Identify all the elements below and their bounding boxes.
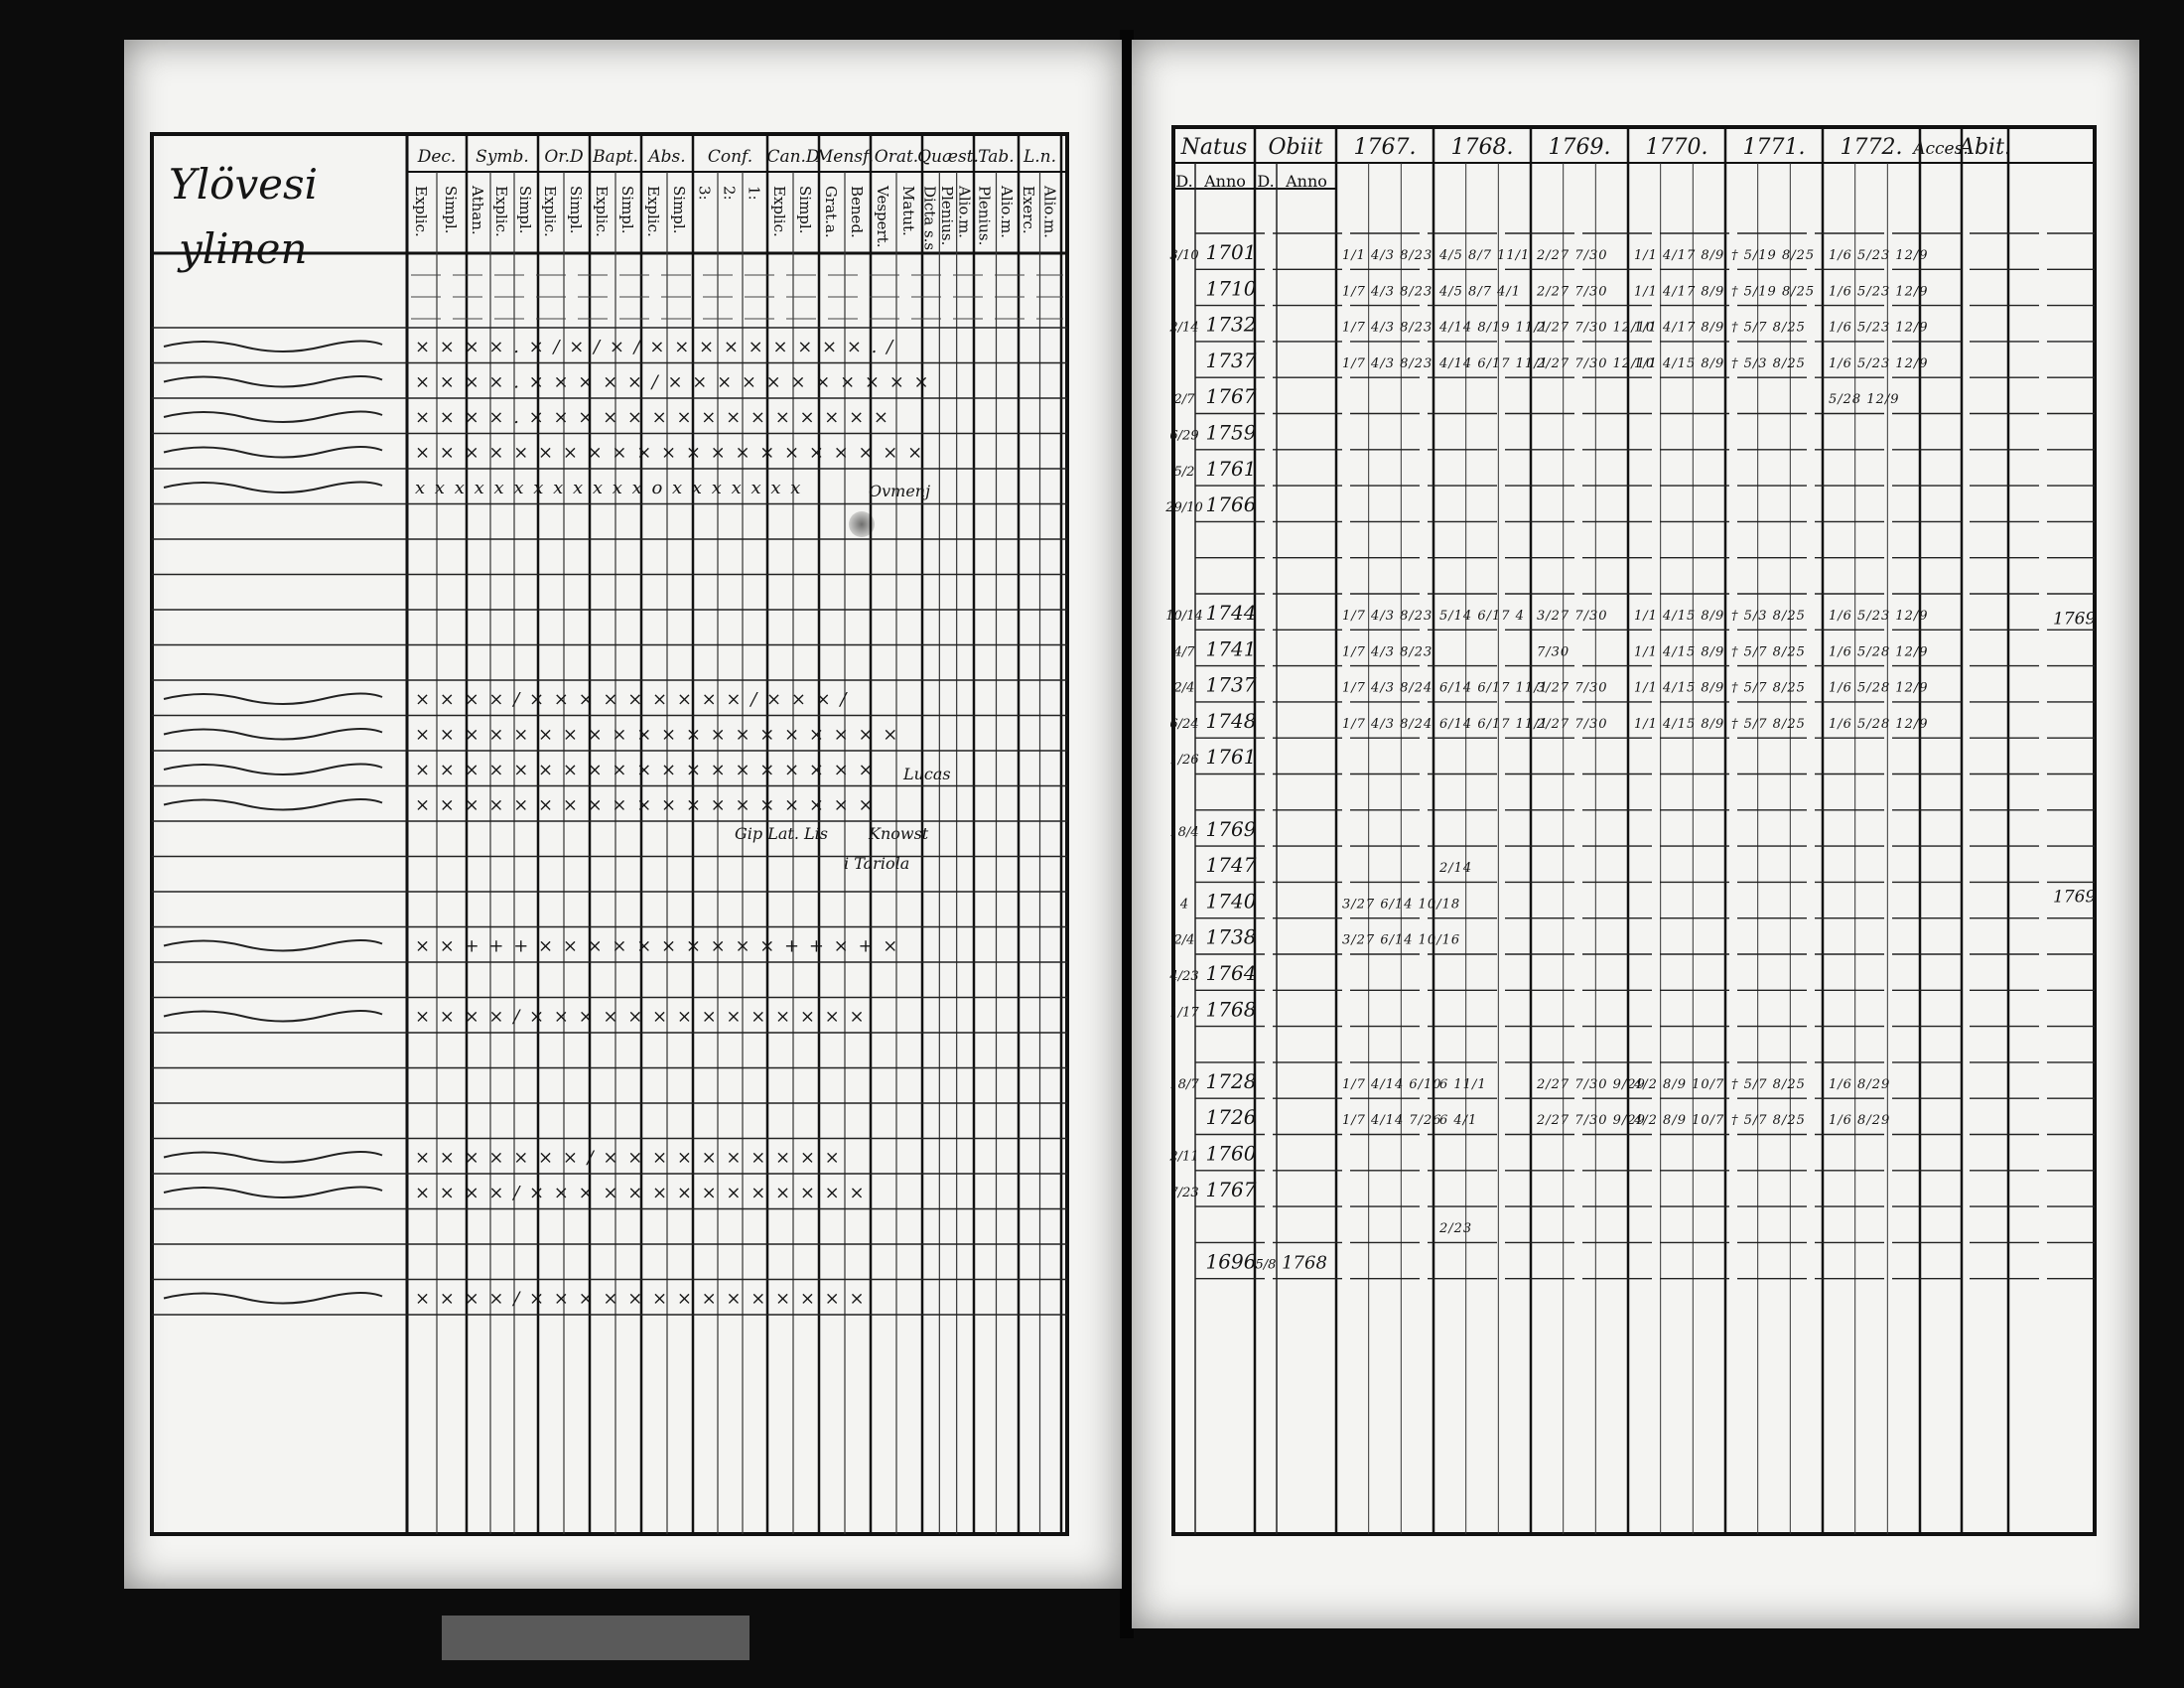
row-mark-13: × × × × × × × × × × × × × × × × × × × bbox=[415, 794, 876, 816]
side-note-4: Ovmenj bbox=[869, 482, 931, 500]
row-mark-3: × × × × × × × × × × × × × × × × × × × × × bbox=[415, 442, 925, 464]
year-entry-y1767: 1/7 4/3 8/23 bbox=[1342, 284, 1433, 300]
row-mark-12: × × × × × × × × × × × × × × × × × × × bbox=[415, 760, 876, 780]
year-entry-y1770: 1/1 4/15 8/9 bbox=[1634, 609, 1725, 624]
year-entry-y1768: 4/5 8/7 11/1 bbox=[1439, 248, 1531, 263]
row-mark-1: × × × × . × × × × × / × × × × × × × × × × × bbox=[415, 371, 931, 393]
birth-year: 1747 bbox=[1205, 853, 1257, 878]
handwritten-name bbox=[164, 940, 382, 951]
year-entry-y1767: 3/27 6/14 10/16 bbox=[1342, 932, 1461, 948]
handwritten-name bbox=[164, 1152, 382, 1163]
column-subheader: Exerc. bbox=[1019, 186, 1037, 234]
register-title-line1: Ylövesi bbox=[169, 160, 319, 209]
handwritten-name bbox=[164, 341, 382, 352]
year-entry-y1768: 6/14 6/17 11/1 bbox=[1439, 680, 1549, 696]
column-header-1: Symb. bbox=[476, 147, 529, 167]
column-header-11: L.n. bbox=[1023, 147, 1057, 167]
row-mark-27: × × × × / × × × × × × × × × × × × × × bbox=[415, 1288, 867, 1310]
row-mark-4: x x x x x x x x x x x x o x x x x x x x bbox=[415, 478, 803, 498]
column-header-10: Tab. bbox=[978, 147, 1015, 167]
birth-year: 1768 bbox=[1205, 997, 1257, 1022]
year-entry-y1768: 6/14 6/17 11/1 bbox=[1439, 716, 1549, 732]
handwritten-name bbox=[164, 447, 382, 458]
year-header-6: 1771. bbox=[1742, 135, 1806, 160]
year-entry-y1769: 7/30 bbox=[1537, 644, 1570, 660]
birth-year: 1767 bbox=[1205, 1177, 1257, 1201]
year-entry-y1771: † 5/7 8/25 bbox=[1731, 1076, 1806, 1092]
birth-day: 2/4 bbox=[1173, 932, 1195, 948]
year-entry-y1769: 2/27 7/30 bbox=[1537, 716, 1608, 732]
year-entry-y1771: † 5/7 8/25 bbox=[1731, 644, 1806, 660]
column-header-0: Dec. bbox=[417, 147, 457, 167]
year-entry-y1767: 1/1 4/3 8/23 bbox=[1342, 248, 1433, 263]
death-year: 1768 bbox=[1282, 1252, 1327, 1274]
year-entry-y1772: 1/6 5/23 12/9 bbox=[1829, 609, 1929, 624]
birth-year: 1738 bbox=[1205, 924, 1257, 949]
column-header-7: Mensf. bbox=[815, 147, 875, 167]
year-entry-y1768: 2/14 bbox=[1439, 861, 1473, 877]
year-entry-y1768: 2/23 bbox=[1439, 1221, 1473, 1237]
birth-year: 1748 bbox=[1205, 708, 1257, 733]
row-mark-17: × × + + + × × × × × × × × × × + + × + × bbox=[415, 935, 900, 957]
year-entry-y1772: 1/6 5/28 12/9 bbox=[1829, 644, 1929, 660]
year-entry-y1767: 1/7 4/3 8/23 bbox=[1342, 644, 1433, 660]
birth-year: 1744 bbox=[1205, 601, 1257, 625]
year-header-8: Acces. bbox=[1913, 139, 1969, 159]
column-subheader: Grat.a. bbox=[822, 186, 840, 238]
column-header-5: Conf. bbox=[707, 147, 753, 167]
row-mark-11: × × × × × × × × × × × × × × × × × × × × bbox=[415, 724, 900, 746]
column-subheader: Bened. bbox=[848, 186, 866, 238]
birth-day: 6/24 bbox=[1169, 716, 1199, 732]
column-subheader: Simpl. bbox=[442, 186, 460, 234]
column-subheader: 2: bbox=[720, 186, 739, 201]
column-subheader: Alio.m. bbox=[997, 186, 1016, 238]
birth-year: 1737 bbox=[1205, 672, 1257, 697]
column-header-4: Abs. bbox=[648, 147, 686, 167]
column-subheader: Explic. bbox=[770, 186, 788, 237]
row-mark-10: × × × × / × × × × × × × × × / × × × / bbox=[415, 689, 849, 710]
column-subheader: Athan. bbox=[469, 186, 486, 235]
handwritten-name bbox=[164, 1187, 382, 1197]
year-entry-y1772: 1/6 5/23 12/9 bbox=[1829, 320, 1929, 336]
year-entry-y1769: 3/27 7/30 bbox=[1537, 609, 1608, 624]
birth-day: 4 bbox=[1179, 897, 1189, 913]
year-entry-y1767: 1/7 4/3 8/23 bbox=[1342, 320, 1433, 336]
birth-day: 2/14 bbox=[1169, 320, 1199, 336]
row-mark-23: × × × × × × × / × × × × × × × × × × bbox=[415, 1147, 842, 1169]
side-note-2: Knowst bbox=[869, 824, 929, 843]
year-entry-y1770: 1/1 4/17 8/9 bbox=[1634, 320, 1725, 336]
year-entry-y1772: 1/6 5/23 12/9 bbox=[1829, 284, 1929, 300]
handwritten-name bbox=[164, 693, 382, 704]
birth-day: 18/7 bbox=[1169, 1076, 1199, 1092]
right-page bbox=[1132, 40, 2139, 1628]
year-entry-y1768: 6 4/1 bbox=[1439, 1113, 1478, 1129]
year-entry-y1769: 2/27 7/30 9/29 bbox=[1537, 1113, 1646, 1129]
year-entry-y1768: 6 11/1 bbox=[1439, 1076, 1487, 1092]
year-entry-y1772: 5/28 12/9 bbox=[1829, 392, 1900, 408]
birth-year: 1766 bbox=[1205, 492, 1257, 517]
subheader-d: D. bbox=[1175, 172, 1193, 191]
birth-year: 1764 bbox=[1205, 961, 1257, 985]
year-entry-y1769: 2/27 7/30 9/29 bbox=[1537, 1076, 1646, 1092]
year-entry-y1767: 1/7 4/3 8/24 bbox=[1342, 716, 1433, 732]
year-entry-y1770: 1/1 4/17 8/9 bbox=[1634, 248, 1725, 263]
year-entry-y1768: 4/14 6/17 11/1 bbox=[1439, 355, 1549, 371]
birth-day: 7/23 bbox=[1169, 1185, 1199, 1200]
year-entry-y1769: 2/27 7/30 bbox=[1537, 284, 1608, 300]
subheader-d: D. bbox=[1257, 172, 1275, 191]
right-register-table bbox=[1132, 40, 2139, 1628]
left-page bbox=[124, 40, 1122, 1589]
birth-day: 4/7 bbox=[1173, 644, 1195, 660]
year-entry-y1770: 1/1 4/17 8/9 bbox=[1634, 284, 1725, 300]
birth-year: 1761 bbox=[1205, 745, 1257, 770]
year-entry-y1767: 3/27 6/14 10/18 bbox=[1342, 897, 1461, 913]
year-entry-y1770: 1/1 4/15 8/9 bbox=[1634, 716, 1725, 732]
year-header-3: 1768. bbox=[1450, 135, 1514, 160]
year-entry-y1767: 1/7 4/14 6/10 bbox=[1342, 1076, 1442, 1092]
year-entry-y1772: 1/6 5/28 12/9 bbox=[1829, 680, 1929, 696]
year-entry-y1770: 4/2 8/9 10/7 bbox=[1634, 1113, 1725, 1129]
ink-stain bbox=[849, 511, 875, 537]
column-subheader: Simpl. bbox=[618, 186, 636, 234]
year-header-9: Abit. bbox=[1959, 135, 2011, 160]
column-subheader: Dicta s.s. bbox=[920, 186, 939, 255]
year-entry-y1771: † 5/7 8/25 bbox=[1731, 1113, 1806, 1129]
birth-day: 1/26 bbox=[1169, 753, 1199, 769]
year-entry-y1771: † 5/7 8/25 bbox=[1731, 716, 1806, 732]
handwritten-name bbox=[164, 1293, 382, 1304]
year-entry-y1772: 1/6 5/23 12/9 bbox=[1829, 355, 1929, 371]
year-entry-y1769: 3/27 7/30 bbox=[1537, 680, 1608, 696]
year-entry-y1767: 1/7 4/14 7/26 bbox=[1342, 1113, 1442, 1129]
birth-year: 1701 bbox=[1205, 240, 1257, 264]
column-subheader: Explic. bbox=[412, 186, 430, 237]
right-table-frame bbox=[1173, 127, 2095, 1534]
year-entry-y1768: 5/14 6/17 4 bbox=[1439, 609, 1525, 624]
birth-year: 1732 bbox=[1205, 312, 1257, 337]
year-header-2: 1767. bbox=[1353, 135, 1417, 160]
year-entry-y1772: 1/6 8/29 bbox=[1829, 1076, 1891, 1092]
archive-label-strip bbox=[442, 1616, 750, 1660]
year-entry-y1770: 1/1 4/15 8/9 bbox=[1634, 644, 1725, 660]
subheader-anno: Anno bbox=[1204, 172, 1246, 191]
birth-day: 4/23 bbox=[1169, 969, 1199, 984]
column-subheader: Matut. bbox=[899, 186, 917, 236]
column-header-2: Or.D bbox=[544, 147, 584, 167]
birth-year: 1740 bbox=[1205, 889, 1257, 914]
year-entry-y1771: † 5/19 8/25 bbox=[1731, 284, 1816, 300]
year-entry-y1772: 1/6 5/28 12/9 bbox=[1829, 716, 1929, 732]
side-note-3: i Tariola bbox=[844, 854, 910, 873]
column-header-6: Can.D bbox=[766, 147, 820, 167]
column-subheader: Vespert. bbox=[874, 186, 891, 248]
birth-day: 29/10 bbox=[1165, 500, 1203, 516]
abit-note-0: 1769 bbox=[2053, 609, 2097, 630]
birth-day: 5/2 bbox=[1173, 464, 1195, 480]
year-header-7: 1772. bbox=[1840, 135, 1903, 160]
column-subheader: Plenius. bbox=[975, 186, 994, 246]
year-entry-y1771: † 5/3 8/25 bbox=[1731, 355, 1806, 371]
column-subheader: 1: bbox=[745, 186, 763, 201]
column-subheader: 3: bbox=[695, 186, 714, 201]
handwritten-name bbox=[164, 411, 382, 422]
year-entry-y1772: 1/6 8/29 bbox=[1829, 1113, 1891, 1129]
year-entry-y1769: 2/27 7/30 12/10 bbox=[1537, 355, 1656, 371]
handwritten-name bbox=[164, 482, 382, 492]
birth-day: 6/29 bbox=[1169, 428, 1199, 444]
birth-year: 1769 bbox=[1205, 816, 1257, 841]
birth-year: 1726 bbox=[1205, 1105, 1257, 1130]
side-note-0: Lucas bbox=[903, 765, 951, 783]
year-entry-y1770: 1/1 4/15 8/9 bbox=[1634, 355, 1725, 371]
column-subheader: Simpl. bbox=[670, 186, 688, 234]
birth-day: 18/4 bbox=[1169, 824, 1199, 840]
year-header-1: Obiit bbox=[1268, 135, 1323, 160]
year-entry-y1768: 4/5 8/7 4/1 bbox=[1439, 284, 1522, 300]
row-mark-24: × × × × / × × × × × × × × × × × × × × bbox=[415, 1183, 867, 1203]
abit-note-1: 1769 bbox=[2053, 887, 2097, 908]
year-entry-y1767: 1/7 4/3 8/23 bbox=[1342, 355, 1433, 371]
column-subheader: Simpl. bbox=[516, 186, 534, 234]
year-entry-y1771: † 5/3 8/25 bbox=[1731, 609, 1806, 624]
row-mark-19: × × × × / × × × × × × × × × × × × × × bbox=[415, 1006, 867, 1028]
year-header-5: 1770. bbox=[1645, 135, 1708, 160]
column-subheader: Explic. bbox=[541, 186, 559, 237]
birth-day: 2/11 bbox=[1169, 1149, 1199, 1165]
birth-year: 1760 bbox=[1205, 1141, 1257, 1166]
year-entry-y1771: † 5/7 8/25 bbox=[1731, 680, 1806, 696]
year-header-4: 1769. bbox=[1548, 135, 1611, 160]
birth-year: 1737 bbox=[1205, 348, 1257, 372]
column-subheader: Alio.m. bbox=[955, 186, 974, 238]
death-day: 5/8 bbox=[1255, 1257, 1277, 1273]
year-entry-y1767: 1/7 4/3 8/23 bbox=[1342, 609, 1433, 624]
year-entry-y1768: 4/14 8/19 11/1 bbox=[1439, 320, 1549, 336]
birth-year: 1696 bbox=[1205, 1249, 1257, 1274]
year-header-0: Natus bbox=[1180, 135, 1248, 160]
column-subheader: Simpl. bbox=[567, 186, 585, 234]
handwritten-name bbox=[164, 376, 382, 387]
birth-day: 10/14 bbox=[1165, 609, 1203, 624]
handwritten-name bbox=[164, 764, 382, 774]
column-subheader: Plenius. bbox=[938, 186, 956, 246]
birth-year: 1767 bbox=[1205, 384, 1257, 409]
year-entry-y1771: † 5/19 8/25 bbox=[1731, 248, 1816, 263]
birth-day: 2/4 bbox=[1173, 680, 1195, 696]
year-entry-y1769: 2/27 7/30 12/10 bbox=[1537, 320, 1656, 336]
year-entry-y1772: 1/6 5/23 12/9 bbox=[1829, 248, 1929, 263]
register-title-line2: ylinen bbox=[179, 224, 308, 273]
birth-year: 1710 bbox=[1205, 276, 1257, 301]
row-mark-0: × × × × . × / × / × / × × × × × × × × × . / bbox=[415, 337, 895, 357]
handwritten-name bbox=[164, 799, 382, 810]
year-entry-y1771: † 5/7 8/25 bbox=[1731, 320, 1806, 336]
birth-year: 1741 bbox=[1205, 636, 1257, 661]
side-note-1: Gip Lat. Lis bbox=[735, 824, 828, 843]
column-header-9: Quæst. bbox=[917, 147, 979, 167]
column-header-8: Orat. bbox=[874, 147, 919, 167]
handwritten-name bbox=[164, 729, 382, 740]
birth-year: 1728 bbox=[1205, 1068, 1257, 1093]
birth-year: 1761 bbox=[1205, 456, 1257, 481]
year-entry-y1770: 1/1 4/15 8/9 bbox=[1634, 680, 1725, 696]
subheader-anno: Anno bbox=[1286, 172, 1327, 191]
year-entry-y1767: 1/7 4/3 8/24 bbox=[1342, 680, 1433, 696]
year-entry-y1769: 2/27 7/30 bbox=[1537, 248, 1608, 263]
left-register-table bbox=[124, 40, 1122, 1589]
birth-year: 1759 bbox=[1205, 420, 1257, 445]
handwritten-name bbox=[164, 1011, 382, 1022]
row-mark-2: × × × × . × × × × × × × × × × × × × × × bbox=[415, 407, 890, 428]
column-header-3: Bapt. bbox=[593, 147, 638, 167]
column-subheader: Simpl. bbox=[796, 186, 814, 234]
birth-day: 1/17 bbox=[1169, 1005, 1199, 1021]
year-entry-y1770: 4/2 8/9 10/7 bbox=[1634, 1076, 1725, 1092]
column-subheader: Explic. bbox=[644, 186, 662, 237]
column-subheader: Explic. bbox=[492, 186, 510, 237]
column-subheader: Alio.m. bbox=[1040, 186, 1059, 238]
birth-day: 3/10 bbox=[1169, 248, 1199, 263]
column-subheader: Explic. bbox=[593, 186, 611, 237]
birth-day: 2/7 bbox=[1173, 392, 1195, 408]
